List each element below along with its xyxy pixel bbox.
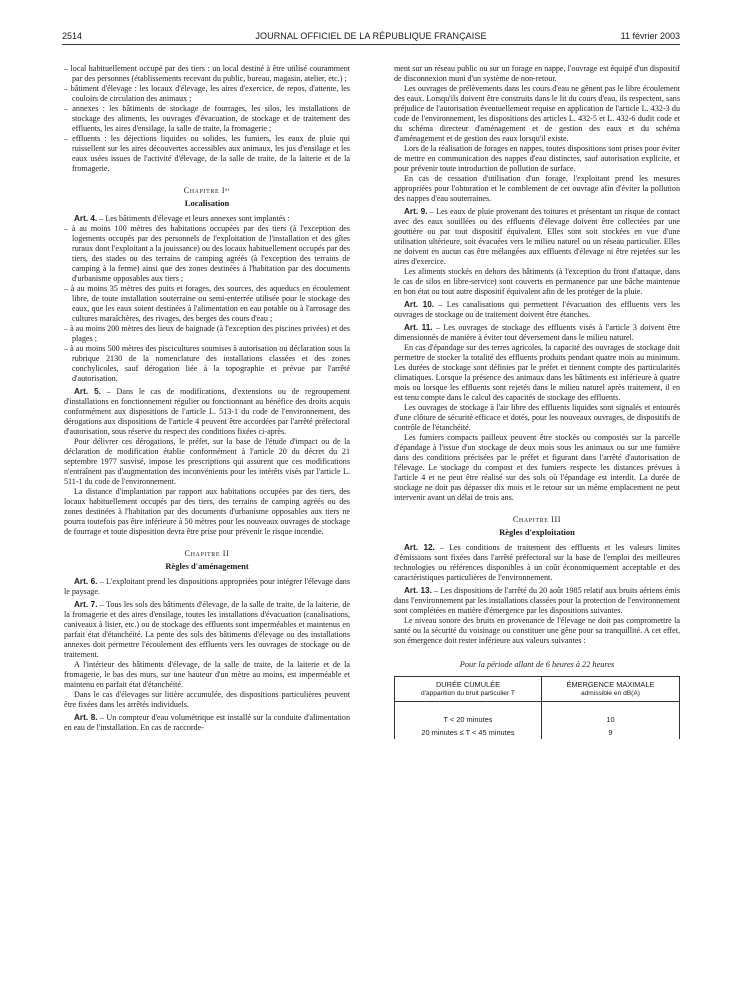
article-9 bbox=[394, 207, 680, 267]
paragraph: Les ouvrages de prélèvements dans les cours d'eau ne gênent pas le libre écoulement des eaux. Lorsqu'ils doivent être construits dans le lit du cours d'eau, ils respectent, sans préjudice de l'autorisation éventuellement requise en application de l'article L. 432-3 du code de l'environnement, les dispositions des articles L. 432-5 et L. 432-6 dudit code et du schéma directeur d'aménagement et de gestion des eaux et du schéma d'aménagement et de gestion des eaux lorsqu'il existe. bbox=[394, 84, 680, 143]
article-label: Art. 10. bbox=[404, 300, 435, 309]
paragraph: A l'intérieur des bâtiments d'élevage, de la salle de traite, de la laiterie et de la fromagerie, le bas des murs, sur une hauteur d'un mètre au moins, est imperméable et maintenu en parfait état d'étanchéité. bbox=[64, 660, 350, 689]
column-header-emergence bbox=[541, 677, 679, 702]
list-item: – à au moins 200 mètres des lieux de baignade (à l'exception des piscines privées) et des plages ; bbox=[64, 324, 351, 343]
article-text: – Les conditions de traitement des effluents et les valeurs limites d'émissions sont fixées dans l'arrêté préfectoral sur la base de l'emploi des meilleures technologies ou références disponibles à un coût économiquement acceptable et des caractéristiques particulières de l'environnement. bbox=[394, 543, 681, 582]
definition-item: – local habituellement occupé par des tiers : un local destiné à être utilisé couramment par des personnes (établissements recevant du public, bureau, magasin, atelier, etc.) ; bbox=[64, 64, 350, 83]
paragraph: Les ouvrages de stockage à l'air libre des effluents liquides sont signalés et entourés d'une clôture de sécurité efficace et dotés, pour les nouveaux ouvrages, de dispositifs de contrôle de l'étanchéité. bbox=[394, 403, 680, 432]
article-7 bbox=[64, 600, 350, 660]
chapter-title: Règles d'exploitation bbox=[499, 527, 575, 537]
paragraph: Les aliments stockés en dehors des bâtiments (à l'exception du front d'attaque, dans le cas de silos en libre-service) sont couverts en permanence par une bâche maintenue en bon état ou tout autre dispositif équivalent afin de les protéger de la pluie. bbox=[394, 267, 680, 296]
paragraph: En cas de cessation d'utilisation d'un forage, l'exploitant prend les mesures appropriées pour l'obturation et le comblement de cet ouvrage afin d'éviter la pollution des nappes d'eau souterraines. bbox=[394, 174, 680, 203]
article-text: – Les eaux de pluie provenant des toitures et présentant un risque de contact avec des eaux souillées ou des effluents d'élevage doivent être collectées par une gouttière ou par tout dispositif équivalent. Elles sont soit stockées en vue d'une utilisation ultérieure, soit évacuées vers le milieu naturel ou un réseau particulier. Elles ne doivent en aucun cas être mélangées aux effluents d'élevage ni être rejetées sur les aires d'exercice. bbox=[394, 207, 680, 266]
header-label: ÉMERGENCE MAXIMALE bbox=[566, 680, 655, 689]
article-label: Art. 7. bbox=[74, 600, 98, 609]
page-header bbox=[62, 30, 680, 45]
definition-item: – bâtiment d'élevage : les locaux d'élevage, les aires d'exercice, de repos, d'attente, les couloirs de circulation des animaux ; bbox=[64, 84, 350, 103]
paragraph: La distance d'implantation par rapport aux habitations occupées par des tiers, des locaux habituellement occupés par des tiers, des terrains de camping agréés ou des zones destinées à l'habitation par des documents d'urbanisme opposables aux tiers ne pourra toutefois pas être inférieure à 50 mètres pour les nouveaux ouvrages de stockage de fourrage et toute disposition devra être prise pour prévenir le risque incendie. bbox=[64, 487, 350, 536]
article-text: – Dans le cas de modifications, d'extensions ou de regroupement d'installations en fonctionnement régulier ou fonctionnant au bénéfice des droits acquis conformément aux dispositions de l'article L. 513-1 du code de l'environnement, des dérogations aux dispositions de l'article 4 peuvent être accordées par l'arrêté préfectoral d'autorisation, sous réserve du respect des conditions fixées ci-après. bbox=[64, 387, 350, 436]
table-row bbox=[395, 726, 680, 739]
definition-item: – effluents : les déjections liquides ou solides, les fumiers, les eaux de pluie qui ruissellent sur les aires découvertes accessibles aux animaux, les jus d'ensilage et les eaux usées issues de l'activité d'élevage, de la salle de traite, de la laiterie et de la fromagerie. bbox=[64, 134, 350, 173]
article-label: Art. 11. bbox=[404, 323, 433, 332]
paragraph: Les fumiers compacts pailleux peuvent être stockés ou compostés sur la parcelle d'épandage à l'issue d'un stockage de deux mois sous les animaux ou sur une fumière dans des conditions précisées par le préfet et figurant dans l'arrêté d'autorisation de l'élevage. Le stockage du compost et des fumiers respecte les distances prévues à l'article 4 et ne peut être réalisé sur des sols où l'épandage est interdit. La durée de stockage ne doit pas dépasser dix mois et le retour sur un même emplacement ne peut intervenir avant un délai de trois ans. bbox=[394, 433, 680, 502]
list-item: – à au moins 35 mètres des puits et forages, des sources, des aqueducs en écoulement libre, de toute installation souterraine ou semi-enterrée utilisée pour le stockage des eaux, que les eaux soient destinées à l'alimentation en eau potable ou à l'arrosage des cultures maraîchères, des rivages, des berges des cours d'eau ; bbox=[64, 284, 350, 323]
left-column bbox=[64, 64, 350, 733]
article-11 bbox=[394, 323, 680, 343]
column-header-duration bbox=[395, 677, 542, 702]
chapter-heading: Chapitre III bbox=[512, 515, 562, 524]
paragraph: Pour délivrer ces dérogations, le préfet, sur la base de l'étude d'impact ou de la déclaration de modification établie conformément à l'article 20 du décret du 21 septembre 1977 susvisé, impose les prescriptions qui assurent que ces modifications n'entraînent pas d'augmentation des inconvénients pour les intérêts visés par l'article L. 511-1 du code de l'environnement. bbox=[64, 437, 350, 486]
article-13 bbox=[394, 586, 680, 616]
emergence-cell: 10 bbox=[541, 702, 679, 727]
article-6 bbox=[64, 577, 350, 597]
paragraph: ment sur un réseau public ou sur un forage en nappe, l'ouvrage est équipé d'un dispositif de disconnexion muni d'un système de non-retour. bbox=[394, 64, 680, 83]
article-label: Art. 5. bbox=[74, 387, 101, 396]
right-column bbox=[394, 64, 680, 739]
article-10 bbox=[394, 300, 680, 320]
paragraph: Le niveau sonore des bruits en provenance de l'élevage ne doit pas compromettre la santé ou la sécurité du voisinage ou constituer une gêne pour sa tranquillité. A cet effet, son émergence doit rester inférieure aux valeurs suivantes : bbox=[394, 616, 680, 645]
article-label: Art. 4. bbox=[74, 214, 98, 223]
article-text: – Les canalisations qui permettent l'évacuation des effluents vers les ouvrages de stockage ou de traitement doivent être étanches. bbox=[394, 300, 680, 319]
journal-title: JOURNAL OFFICIEL DE LA RÉPUBLIQUE FRANÇAISE bbox=[255, 31, 487, 41]
chapter-heading: Chapitre Iᵉʳ bbox=[183, 186, 231, 195]
article-text: – Les dispositions de l'arrêté du 20 août 1985 relatif aux bruits aériens émis dans l'environnement par les installations classées pour la protection de l'environnement sont complétées en matière d'émergence par les dispositions suivantes. bbox=[394, 586, 680, 615]
publication-date: 11 février 2003 bbox=[620, 31, 680, 41]
article-text: – Les bâtiments d'élevage et leurs annexes sont implantés : bbox=[97, 214, 290, 223]
paragraph: Dans le cas d'élevages sur litière accumulée, des dispositions particulières peuvent être fixées dans les arrêtés individuels. bbox=[64, 690, 350, 709]
list-item: – à au moins 100 mètres des habitations occupées par des tiers (à l'exception des logements occupés par des personnels de l'exploitation de l'installation et des gîtes ruraux dont l'exploitant a la jouissance) ou des locaux habituellement occupés par des tiers, des stades ou des terrains de camping agréés (à l'exception des terrains de camping à la ferme) ainsi que des zones destinées à l'habitation par des documents d'urbanisme opposables aux tiers ; bbox=[64, 224, 350, 283]
definition-item: – annexes : les bâtiments de stockage de fourrages, les silos, les installations de stockage des aliments, les ouvrages d'évacuation, de stockage et de traitement des effluents, les aires d'ensilage, la salle de traite, la fromagerie ; bbox=[64, 104, 350, 133]
list-item: – à au moins 500 mètres des piscicultures soumises à autorisation ou déclaration sous la rubrique 2130 de la nomenclature des installations classées et des zones conchylicoles, sauf dérogation liée à la topographie et prévue par l'arrêté d'autorisation. bbox=[64, 344, 350, 383]
article-label: Art. 6. bbox=[74, 577, 98, 586]
article-label: Art. 9. bbox=[404, 207, 428, 216]
chapter-title: Règles d'aménagement bbox=[165, 561, 249, 571]
article-text: – Un compteur d'eau volumétrique est installé sur la conduite d'alimentation en eau de l'installation. En cas de raccorde- bbox=[64, 713, 350, 732]
article-4 bbox=[64, 214, 350, 224]
article-label: Art. 12. bbox=[404, 543, 435, 552]
table-row bbox=[395, 702, 680, 727]
header-sublabel: d'apparition du bruit particulier T bbox=[421, 690, 515, 697]
paragraph: Lors de la réalisation de forages en nappes, toutes dispositions sont prises pour éviter de mettre en communication des nappes d'eau distinctes, sauf autorisation explicite, et pour prévenir toute introduction de pollution de surface. bbox=[394, 144, 680, 173]
article-text: – Les ouvrages de stockage des effluents visés à l'article 3 doivent être dimensionnés de manière à éviter tout déversement dans le milieu naturel. bbox=[394, 323, 681, 342]
table-caption: Pour la période allant de 6 heures à 22 heures bbox=[459, 660, 615, 669]
chapter-heading: Chapitre II bbox=[184, 549, 230, 558]
emergence-cell: 9 bbox=[541, 726, 679, 739]
article-text: – L'exploitant prend les dispositions appropriées pour intégrer l'élevage dans le paysage. bbox=[64, 577, 350, 596]
article-5 bbox=[64, 387, 350, 437]
header-sublabel: admissible en dB(A) bbox=[580, 690, 640, 697]
article-label: Art. 13. bbox=[404, 586, 432, 595]
article-label: Art. 8. bbox=[74, 713, 98, 722]
paragraph: En cas d'épandage sur des terres agricoles, la capacité des ouvrages de stockage doit permettre de stocker la totalité des effluents produits pendant quatre mois au minimum. Les durées de stockage sont définies par le préfet et tiennent compte des particularités climatiques. Lorsque la présence des animaux dans les bâtiments est inférieure à quatre mois ou lorsque les effluents sont rejetés dans le milieu naturel après traitement, il en est tenu compte dans le calcul des capacités de stockage des effluents. bbox=[394, 343, 680, 402]
header-label: DURÉE CUMULÉE bbox=[435, 680, 500, 689]
article-12 bbox=[394, 543, 680, 583]
duration-cell: 20 minutes ≤ T < 45 minutes bbox=[395, 726, 542, 739]
article-text: – Tous les sols des bâtiments d'élevage, de la salle de traite, de la laiterie, de la fromagerie et des aires d'ensilage, toutes les installations d'évacuation (canalisations, caniveaux à lisier, etc.) ou de stockage des effluents sont imperméables et maintenus en parfait état d'étanchéité. La pente des sols des bâtiments d'élevage ou des installations annexes doit permettre l'écoulement des effluents vers les ouvrages de stockage ou de traitement. bbox=[64, 600, 350, 659]
noise-emergence-table bbox=[394, 676, 680, 739]
page-number: 2514 bbox=[62, 31, 83, 41]
article-8 bbox=[64, 713, 350, 733]
duration-cell: T < 20 minutes bbox=[395, 702, 542, 727]
chapter-title: Localisation bbox=[184, 198, 230, 208]
